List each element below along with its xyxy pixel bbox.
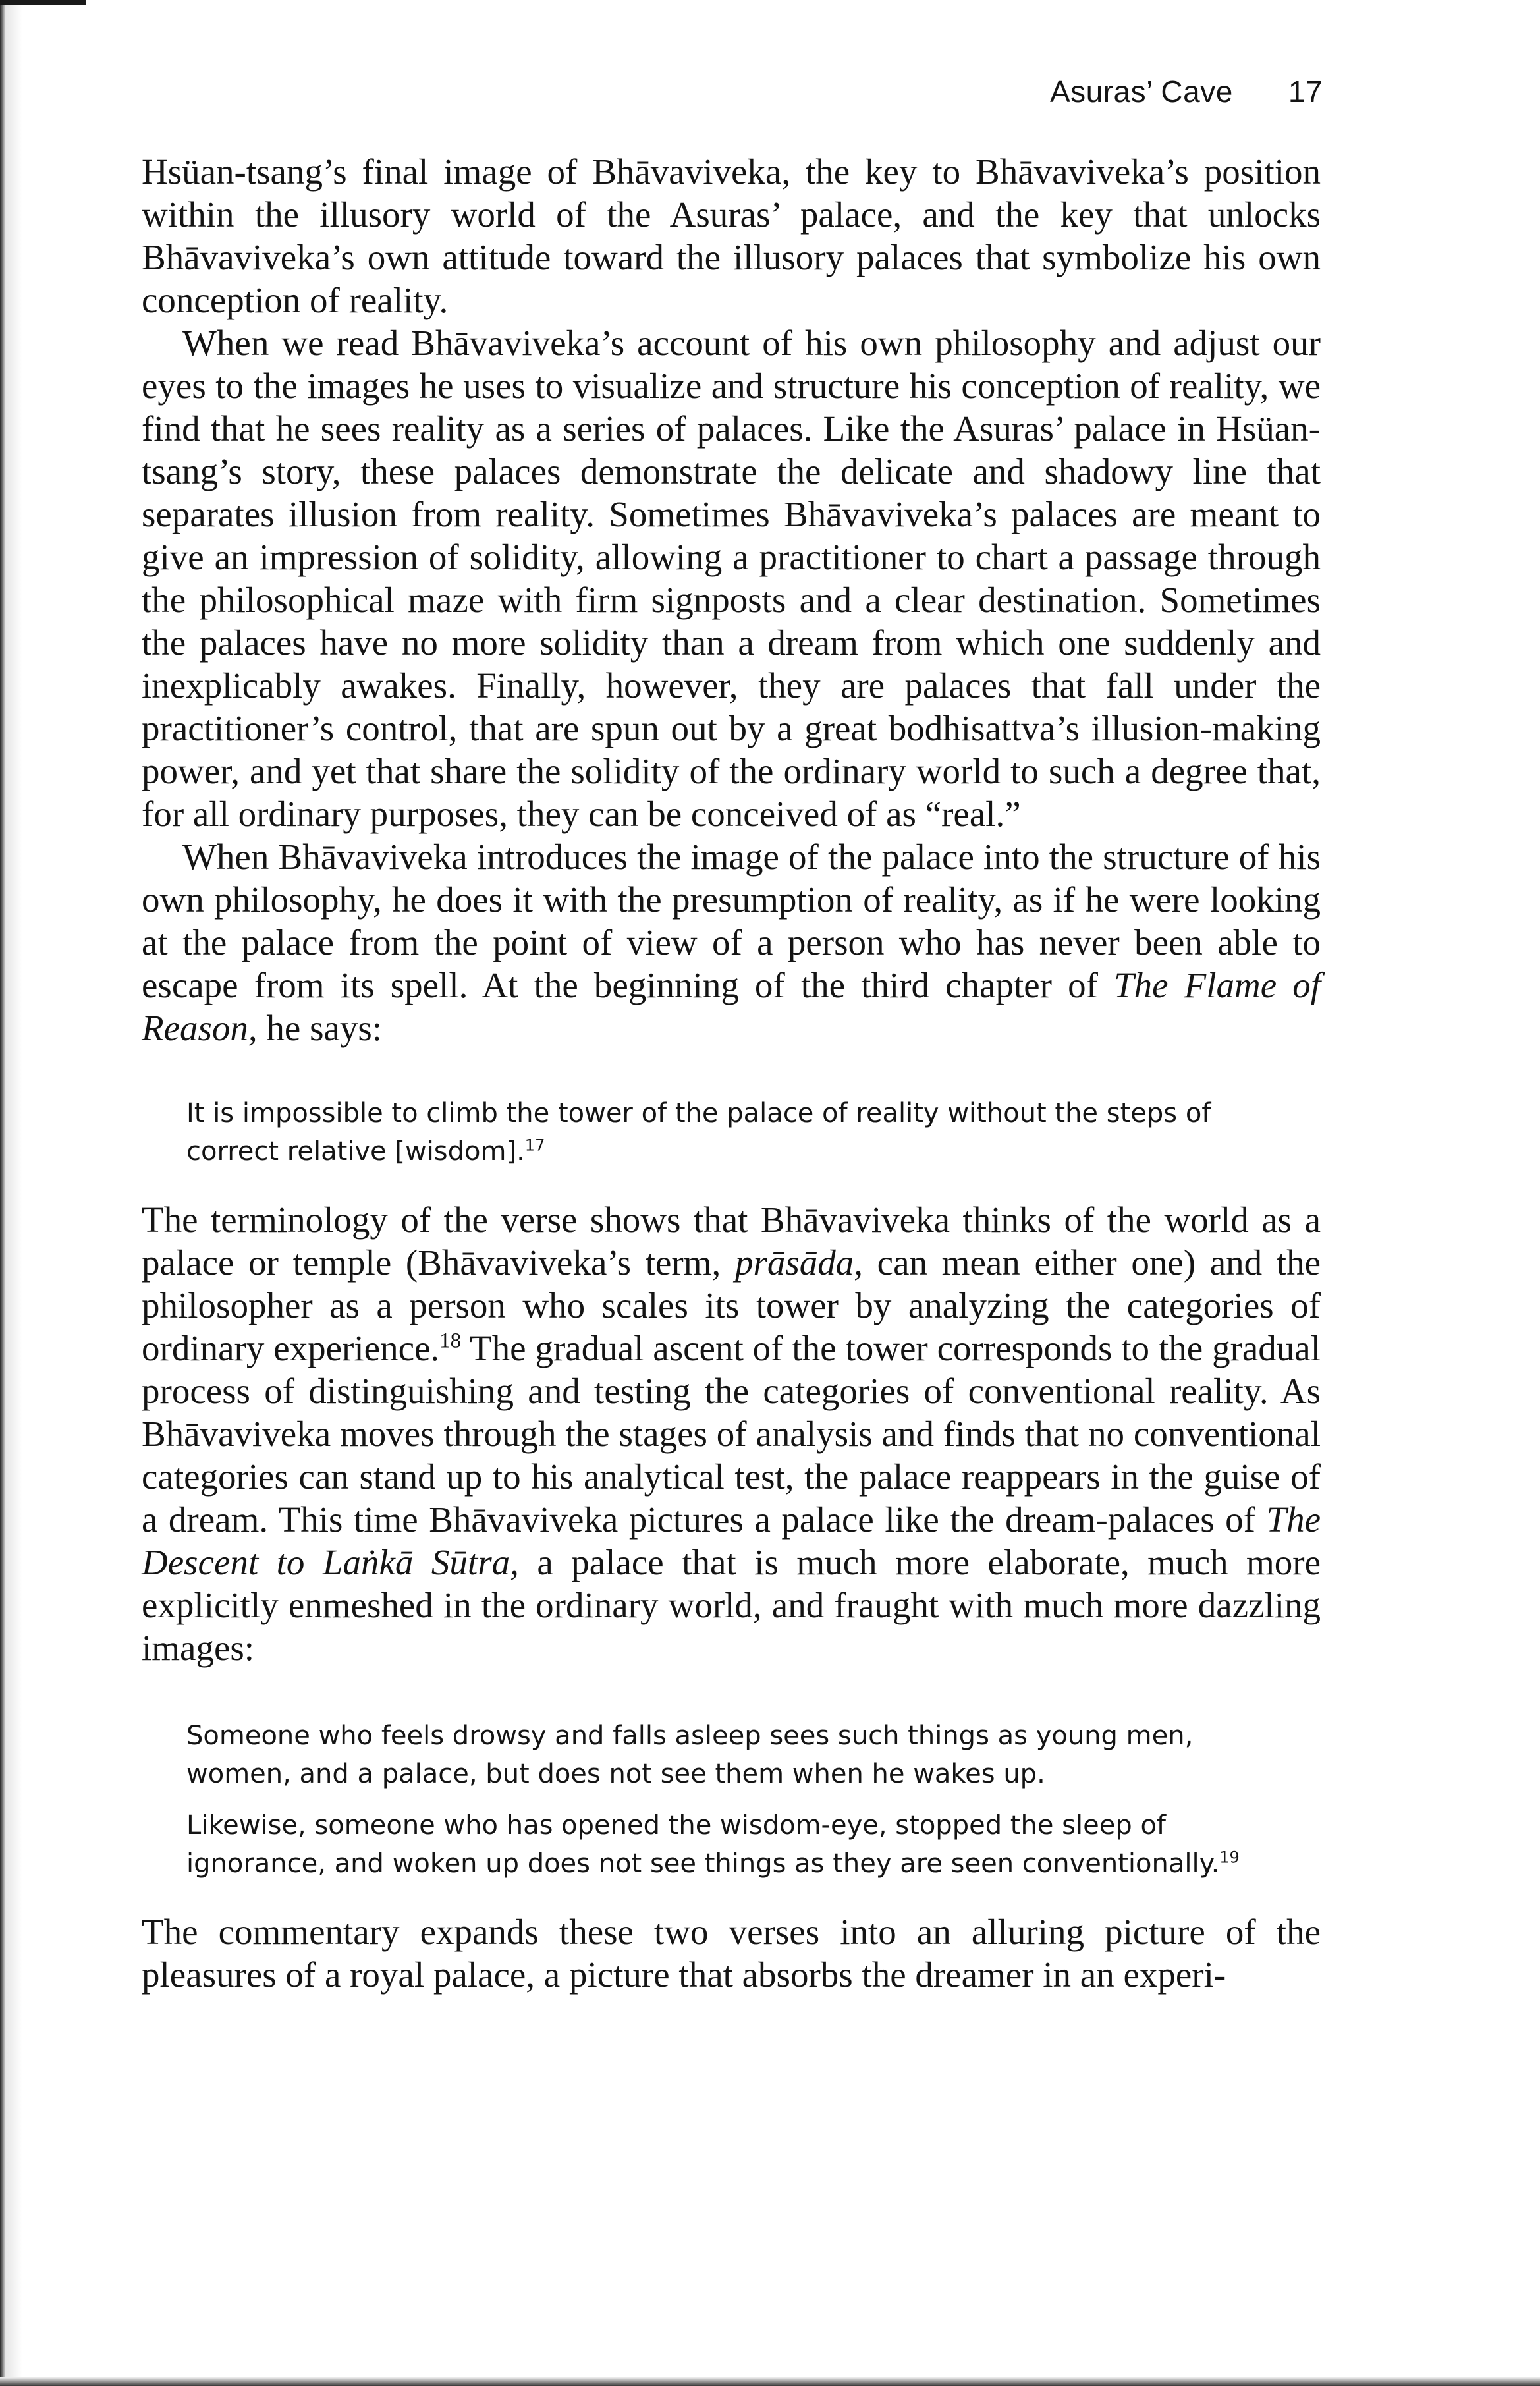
footnote-ref: 18 <box>439 1329 462 1353</box>
sanskrit-term: prāsāda, <box>734 1242 863 1283</box>
scan-shadow-left <box>0 0 5 2386</box>
quote-text: It is impossible to climb the tower of the palace of reality without the steps of correct relative [wisdom]. <box>186 1098 1211 1167</box>
paragraph-terminology <box>142 1198 1321 1669</box>
scan-shadow-top <box>0 0 86 5</box>
paragraph-continued: Hsüan-tsang’s final image of Bhāvaviveka, the key to Bhāvaviveka’s position within the illusory world of the Asuras’ palace, and the key that unlocks Bhāvaviveka’s own attitude toward the illusory palaces that symbolize his own conception of reality. <box>142 152 1321 320</box>
paragraph-commentary: The commentary expands these two verses into an alluring picture of the pleasures of a royal palace, a picture that absorbs the dreamer in an experi- <box>142 1912 1321 1995</box>
paragraph-text: When Bhāvaviveka introduces the image of the palace into the structure of his own philosophy, he does it with the presumption of reality, as if he were looking at the palace from the point of view of a person who has never been able to escape from its spell. At the beginning of the third chapter of <box>142 837 1321 1005</box>
scan-gutter <box>5 0 22 2386</box>
paragraph-text: The gradual ascent of the tower corresponds to the gradual process of distinguishing and testing the categories of conventional reality. As Bhāvaviveka moves through the stages of analysis and finds that no conventional categories can stand up to his analytical test, the palace reappears in the guise of a dream. This time Bhāvaviveka pictures a palace like the dream-palaces of <box>142 1328 1321 1540</box>
sutra-title: The Descent to Laṅkā Sūtra, <box>142 1499 1321 1582</box>
block-quote-dream: Someone who feels drowsy and falls asleep sees such things as young men, women, and a palace, but does not see them when he wakes up. <box>186 1721 1194 1789</box>
paragraph-text: he says: <box>257 1008 383 1048</box>
paragraph-text: The terminology of the verse shows that Bhāvaviveka thinks of the world as a palace or temple (Bhāvaviveka’s term, <box>142 1200 1321 1283</box>
paragraph-text: can mean either one) and the philosopher as a person who scales its tower by analyzing the categories of ordinary experience. <box>142 1242 1321 1368</box>
paragraph-presumption <box>142 835 1321 1049</box>
footnote-ref: 17 <box>524 1136 545 1155</box>
running-title: Asuras’ Cave <box>1049 74 1233 109</box>
scan-shadow-bottom <box>0 2377 1540 2386</box>
paragraph-palaces: When we read Bhāvaviveka’s account of his own philosophy and adjust our eyes to the images he uses to visualize and structure his conception of reality, we find that he sees reality as a series of palaces. Like the Asuras’ palace in Hsüan-tsang’s story, these palaces demonstrate the delicate and shadowy line that separates illusion from reality. Sometimes Bhāvaviveka’s palaces are meant to give an impression of solidity, allowing a practitioner to chart a passage through the philosophical maze with firm signposts and a clear destination. Sometimes the palaces have no more solidity than a dream from which one suddenly and inexplicably awakes. Finally, however, they are palaces that fall under the practitioner’s control, that are spun out by a great bodhisattva’s illusion-making power, and yet that share the solidity of the ordinary world to such a degree that, for all ordinary purposes, they can be conceived of as “real.” <box>142 323 1321 834</box>
book-title: The Flame of Reason, <box>142 965 1321 1048</box>
footnote-ref: 19 <box>1219 1848 1240 1867</box>
quote-text: Likewise, someone who has opened the wisdom-eye, stopped the sleep of ignorance, and woken up does not see things as they are seen conventionally. <box>186 1810 1220 1879</box>
running-head <box>1050 74 1323 109</box>
page-number: 17 <box>1288 74 1323 109</box>
page-body <box>142 150 1321 1996</box>
block-quote-tower <box>186 1094 1301 1171</box>
block-quote-wisdom-eye <box>186 1806 1301 1883</box>
paragraph-text: a palace that is much more elaborate, much more explicitly enmeshed in the ordinary world, and fraught with much more dazzling images: <box>142 1542 1321 1668</box>
